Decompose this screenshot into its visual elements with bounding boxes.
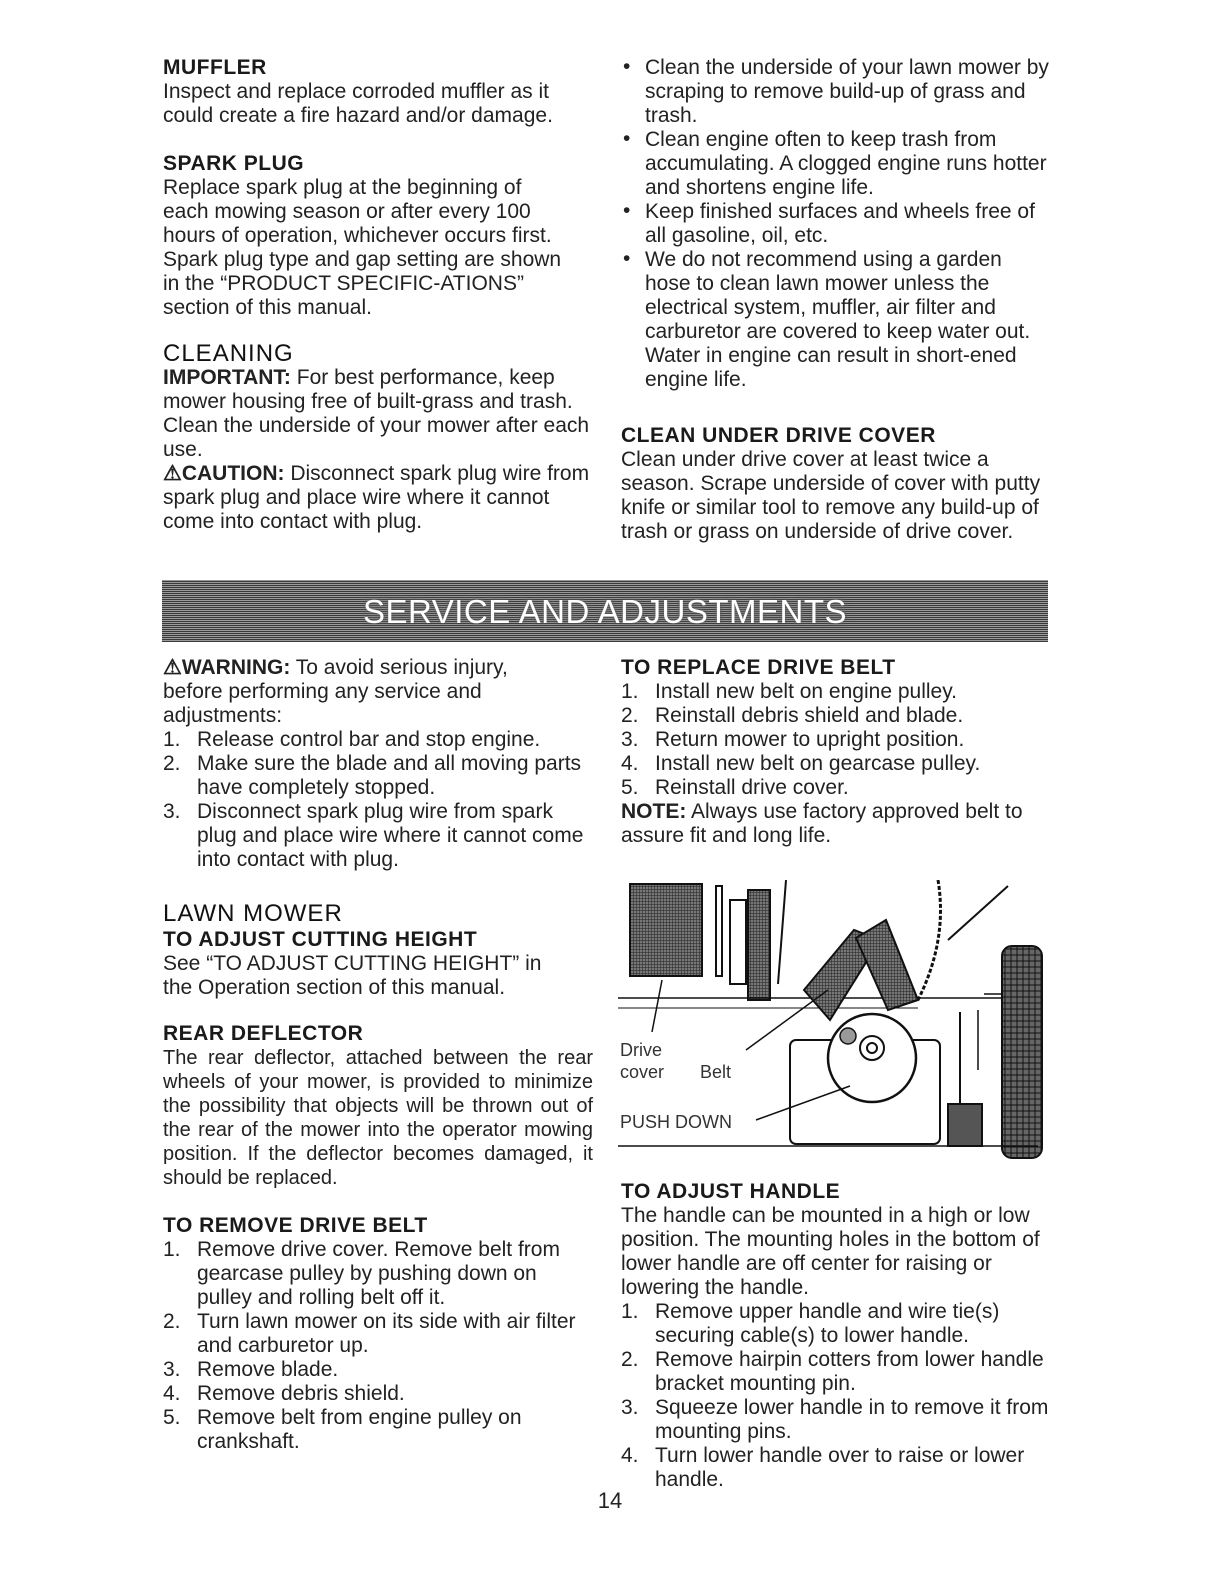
cutting-height-text: See “TO ADJUST CUTTING HEIGHT” in the Operation section of this manual. [163,952,542,999]
figure-label-drive: Drive [620,1040,663,1060]
engine-block [630,884,702,976]
list-item: • Clean engine often to keep trash from accumulating. A clogged engine runs hotter and shortens engine life. [623,127,1047,199]
warning-icon: ⚠ [163,656,182,679]
important-paragraph [163,366,591,462]
bullet-icon: • [623,55,631,78]
list-item: • We do not recommend using a garden hose to clean lawn mower unless the electrical system, muffler, air filter and carburetor are covered to keep water out. Water in engine can result in short-ened engine life. [623,247,1031,391]
lawn-mower-heading: LAWN MOWER [163,900,343,927]
figure-label-cover: cover [620,1062,665,1082]
list-item: 5. Reinstall drive cover. [621,776,849,799]
list-item: 1. Remove upper handle and wire tie(s) securing cable(s) to lower handle. [621,1300,1000,1347]
list-item: 2. Reinstall debris shield and blade. [621,704,964,727]
bullet-icon: • [623,247,631,270]
warning-paragraph [163,656,573,728]
adjust-handle-text: The handle can be mounted in a high or low position. The mounting holes in the bottom of lower handle are off center for raising or lowering the handle. [621,1204,1040,1299]
list-item: 4. Remove debris shield. [163,1382,405,1405]
warning-label: WARNING: [181,656,291,679]
figure-label-belt: Belt [700,1062,732,1082]
list-item: 2. Make sure the blade and all moving parts have completely stopped. [163,752,582,799]
cleaning-heading: CLEANING [163,340,294,367]
warning-steps [163,728,593,872]
remove-belt-steps [163,1238,593,1454]
muffler-heading: MUFFLER [163,56,267,79]
replace-belt-steps [621,680,1053,800]
figure-label-push-down: PUSH DOWN [620,1112,732,1132]
cutting-height-heading: TO ADJUST CUTTING HEIGHT [163,928,478,951]
bullet-icon: • [623,199,631,222]
rear-wheel [1002,946,1042,1158]
cleaning-bullet-list [621,56,1053,392]
note-label: NOTE: [621,800,687,823]
list-item: 3. Remove blade. [163,1358,339,1381]
rear-deflector-text: The rear deflector, attached between the rear wheels of your mower, is provided to minimize the possibility that objects will be thrown out of the rear of the mower into the operator mowing position. If the deflector becomes damaged, it should be replaced. [163,1047,593,1189]
important-label: IMPORTANT: [163,366,291,389]
list-item: 4. Install new belt on gearcase pulley. [621,752,981,775]
clean-drive-cover-text: Clean under drive cover at least twice a season. Scrape underside of cover with putty knife or similar tool to remove any build-up of trash or grass on underside of drive cover. [621,448,1041,543]
spark-plug-heading: SPARK PLUG [163,152,305,175]
page-number: 14 [597,1488,623,1513]
muffler-text: Inspect and replace corroded muffler as it could create a fire hazard and/or damage. [163,80,553,127]
note-text: Always use factory approved belt to assure fit and long life. [621,800,1023,847]
list-item: 1. Remove drive cover. Remove belt from gearcase pulley by pushing down on pulley and rolling belt off it. [163,1238,560,1309]
list-item: 5. Remove belt from engine pulley on crankshaft. [163,1406,522,1453]
list-item: 2. Remove hairpin cotters from lower handle bracket mounting pin. [621,1348,1044,1395]
list-item: 3. Squeeze lower handle in to remove it from mounting pins. [621,1396,1049,1443]
list-item: 3. Disconnect spark plug wire from spark plug and place wire where it cannot come into contact with plug. [163,800,584,871]
rear-deflector-heading: REAR DEFLECTOR [163,1022,364,1045]
spark-plug-text: Replace spark plug at the beginning of each mowing season or after every 100 hours of operation, whichever occurs first. Spark plug type and gap setting are shown in the “PRODUCT SPECIFIC-ATIONS” section of this manual. [163,176,562,319]
adjust-handle-heading: TO ADJUST HANDLE [621,1180,841,1203]
right-top-column [621,56,1053,544]
list-item: 1. Release control bar and stop engine. [163,728,541,751]
replace-belt-heading: TO REPLACE DRIVE BELT [621,656,896,679]
caution-label: CAUTION: [181,462,285,485]
section-banner [162,580,1048,642]
list-item: • Clean the underside of your lawn mower by scraping to remove build-up of grass and trash. [623,55,1049,127]
important-text: For best performance, keep mower housing free of built-grass and trash. Clean the underside of your mower after each use. [163,366,590,461]
caution-text: Disconnect spark plug wire from spark plug and place wire where it cannot come into contact with plug. [163,462,590,533]
left-top-column [163,56,591,534]
banner-title: SERVICE AND ADJUSTMENTS [363,593,847,630]
list-item: 2. Turn lawn mower on its side with air filter and carburetor up. [163,1310,576,1357]
remove-belt-heading: TO REMOVE DRIVE BELT [163,1214,428,1237]
left-bottom-column [163,656,593,1454]
list-item: 1. Install new belt on engine pulley. [621,680,957,703]
list-item: 3. Return mower to upright position. [621,728,965,751]
note-paragraph [621,800,1041,848]
caution-paragraph [163,462,591,534]
drive-belt-figure [618,880,1050,1170]
bullet-icon: • [623,127,631,150]
warning-text: To avoid serious injury, before performing any service and adjustments: [163,656,508,727]
right-bottom-column [621,656,1053,848]
adjust-handle-section [621,1180,1053,1492]
list-item: • Keep finished surfaces and wheels free of all gasoline, oil, etc. [623,199,1035,247]
clean-drive-cover-heading: CLEAN UNDER DRIVE COVER [621,424,936,447]
list-item: 4. Turn lower handle over to raise or lower handle. [621,1444,1025,1491]
caution-icon: ⚠ [163,462,182,485]
adjust-handle-steps [621,1300,1053,1492]
